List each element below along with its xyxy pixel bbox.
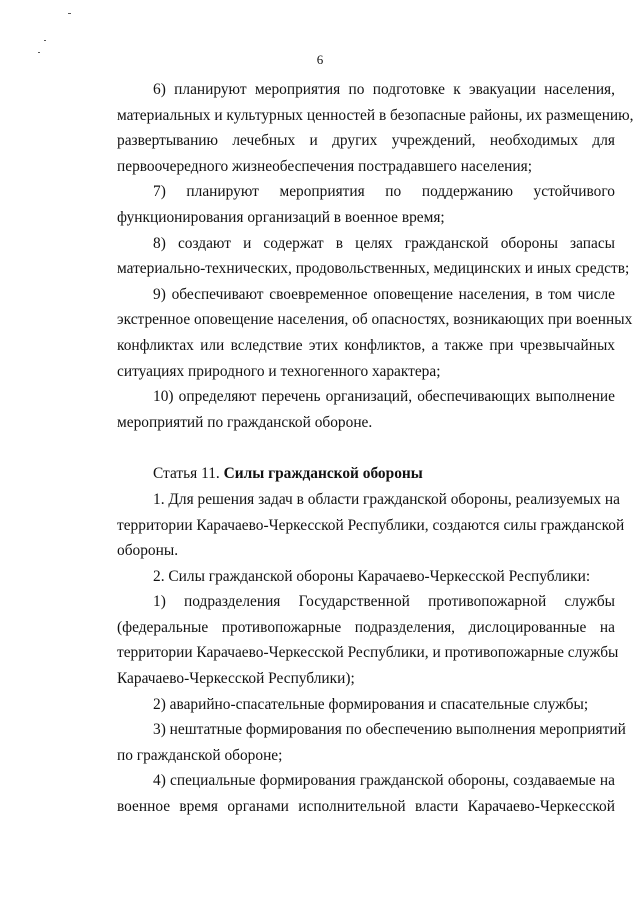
text-line: 2. Силы гражданской обороны Карачаево-Черкесской Республики:	[153, 567, 591, 585]
text-line: 10) определяют перечень организаций, обеспечивающих выполнение	[153, 388, 615, 406]
text-line: обороны.	[117, 542, 179, 560]
scan-speck	[68, 13, 71, 14]
paragraph	[117, 768, 615, 819]
text-line: 1) подразделения Государственной противопожарной службы	[153, 593, 615, 611]
text-line: 1. Для решения задач в области гражданской обороны, реализуемых на	[153, 490, 620, 508]
text-line: конфликтах или вследствие этих конфликтов, а также при чрезвычайных	[117, 336, 615, 354]
paragraph	[117, 384, 615, 435]
text-line: материальных и культурных ценностей в безопасные районы, их размещению,	[117, 106, 634, 124]
text-line: военное время органами исполнительной власти Карачаево-Черкесской	[117, 798, 615, 816]
text-line: 2) аварийно-спасательные формирования и спасательные службы;	[153, 695, 589, 713]
text-line: территории Карачаево-Черкесской Республики, создаются силы гражданской	[117, 516, 625, 534]
text-line: функционирования организаций в военное время;	[117, 208, 445, 226]
text-line: 3) нештатные формирования по обеспечению выполнения мероприятий	[153, 721, 626, 739]
paragraph	[117, 589, 619, 691]
text-line: развертыванию лечебных и других учреждений, необходимых для	[117, 132, 615, 150]
article-heading	[117, 461, 615, 487]
paragraph	[117, 231, 630, 282]
paragraph	[117, 179, 615, 230]
text-line: 7) планируют мероприятия по поддержанию устойчивого	[153, 183, 615, 201]
text-line: первоочередного жизнеобеспечения пострадавшего населения;	[117, 157, 533, 175]
text-line: экстренное оповещение населения, об опасностях, возникающих при военных	[117, 311, 633, 329]
paragraph	[117, 692, 615, 718]
paragraph	[117, 717, 626, 768]
paragraph	[117, 282, 633, 384]
text-line: 6) планируют мероприятия по подготовке к эвакуации населения,	[153, 81, 615, 98]
article-paragraphs-list	[117, 487, 626, 820]
page-number: 6	[316, 52, 324, 67]
text-line: ситуациях природного и техногенного характера;	[117, 362, 441, 380]
paragraph	[117, 564, 615, 590]
section-spacer	[117, 435, 615, 461]
text-line: по гражданской обороне;	[117, 746, 283, 764]
text-line: 4) специальные формирования гражданской обороны, создаваемые на	[153, 772, 615, 790]
text-line: (федеральные противопожарные подразделения, дислоцированные на	[117, 618, 615, 636]
text-line: 9) обеспечивают своевременное оповещение населения, в том числе	[153, 285, 615, 303]
text-line: 8) создают и содержат в целях гражданской обороны запасы	[153, 234, 615, 252]
scan-speck	[44, 40, 46, 41]
paragraph	[117, 77, 634, 179]
text-line: территории Карачаево-Черкесской Республики, и противопожарные службы	[117, 644, 619, 662]
article-title: Силы гражданской обороны	[223, 465, 423, 483]
article-number: Статья 11.	[153, 465, 220, 483]
text-line: мероприятий по гражданской обороне.	[117, 413, 373, 431]
text-line: Карачаево-Черкесской Республики);	[117, 670, 355, 688]
paragraph	[117, 487, 625, 564]
text-line: материально-технических, продовольственных, медицинских и иных средств;	[117, 260, 630, 278]
paragraphs-list	[117, 77, 634, 435]
document-body	[117, 77, 634, 820]
